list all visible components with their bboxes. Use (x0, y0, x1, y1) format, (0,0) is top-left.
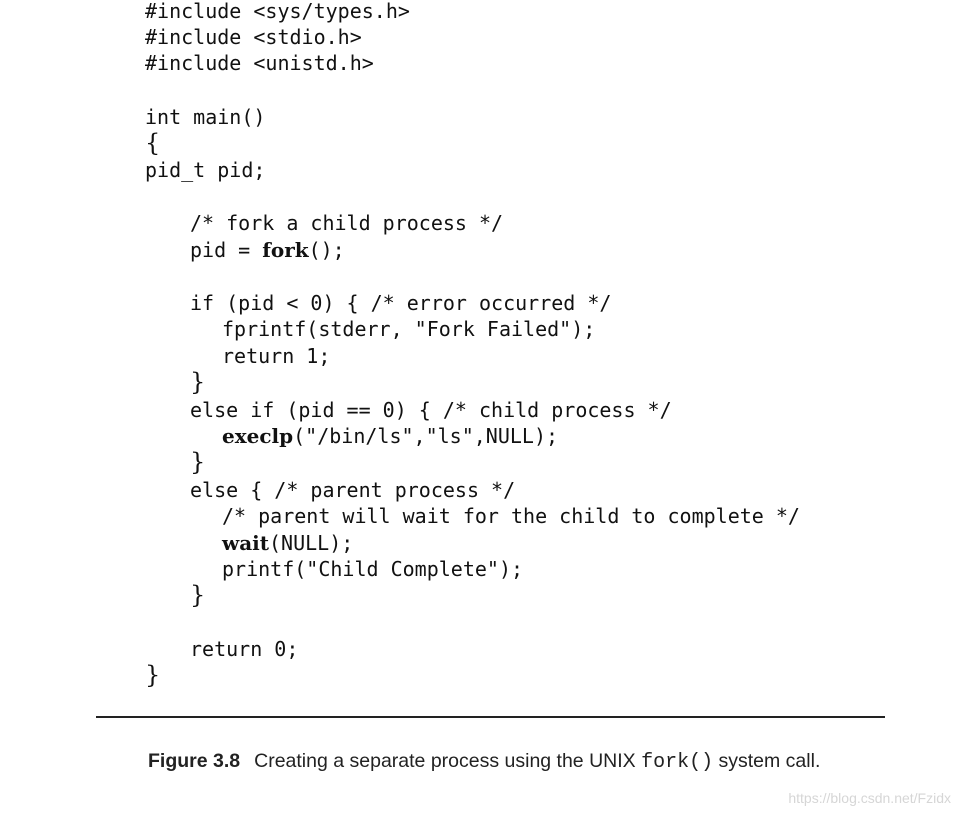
code-line (190, 237, 345, 263)
code-line: #include <unistd.h> (145, 51, 374, 75)
code-line: printf("Child Complete"); (222, 557, 524, 581)
code-text: ("/bin/ls","ls",NULL); (293, 424, 559, 448)
code-line: #include <stdio.h> (145, 25, 362, 49)
code-line: return 1; (222, 344, 331, 368)
code-keyword-wait: wait (222, 531, 270, 555)
code-line: else if (pid == 0) { /* child process */ (190, 398, 672, 422)
code-line: return 0; (190, 637, 299, 661)
code-line: int main() (145, 105, 266, 129)
code-comment: /* fork a child process */ (190, 211, 504, 235)
figure-label: Figure 3.8 (148, 750, 241, 772)
code-brace: } (145, 661, 161, 689)
caption-text: Creating a separate process using the UNIX (254, 750, 642, 772)
caption-code: fork() (641, 751, 714, 774)
code-text: (NULL); (269, 531, 354, 555)
code-line: else { /* parent process */ (190, 478, 516, 502)
code-keyword-execlp: execlp (222, 424, 294, 448)
code-keyword-fork: fork (262, 238, 309, 262)
code-line: fprintf(stderr, "Fork Failed"); (222, 317, 596, 341)
code-brace: } (190, 448, 206, 476)
code-brace: { (145, 129, 161, 157)
code-brace: } (190, 581, 206, 609)
figure-caption (148, 750, 820, 774)
caption-text-end: system call. (713, 750, 821, 772)
code-line (222, 423, 558, 449)
code-line: if (pid < 0) { /* error occurred */ (190, 291, 612, 315)
code-line: #include <sys/types.h> (145, 0, 410, 23)
code-comment: /* parent will wait for the child to complete */ (222, 504, 800, 528)
code-text: (); (308, 238, 345, 262)
code-line: pid_t pid; (145, 158, 266, 182)
code-brace: } (190, 368, 206, 396)
code-text: pid = (190, 238, 263, 262)
horizontal-rule (96, 716, 885, 718)
watermark: https://blog.csdn.net/Fzidx (788, 790, 951, 806)
code-line (222, 530, 353, 556)
